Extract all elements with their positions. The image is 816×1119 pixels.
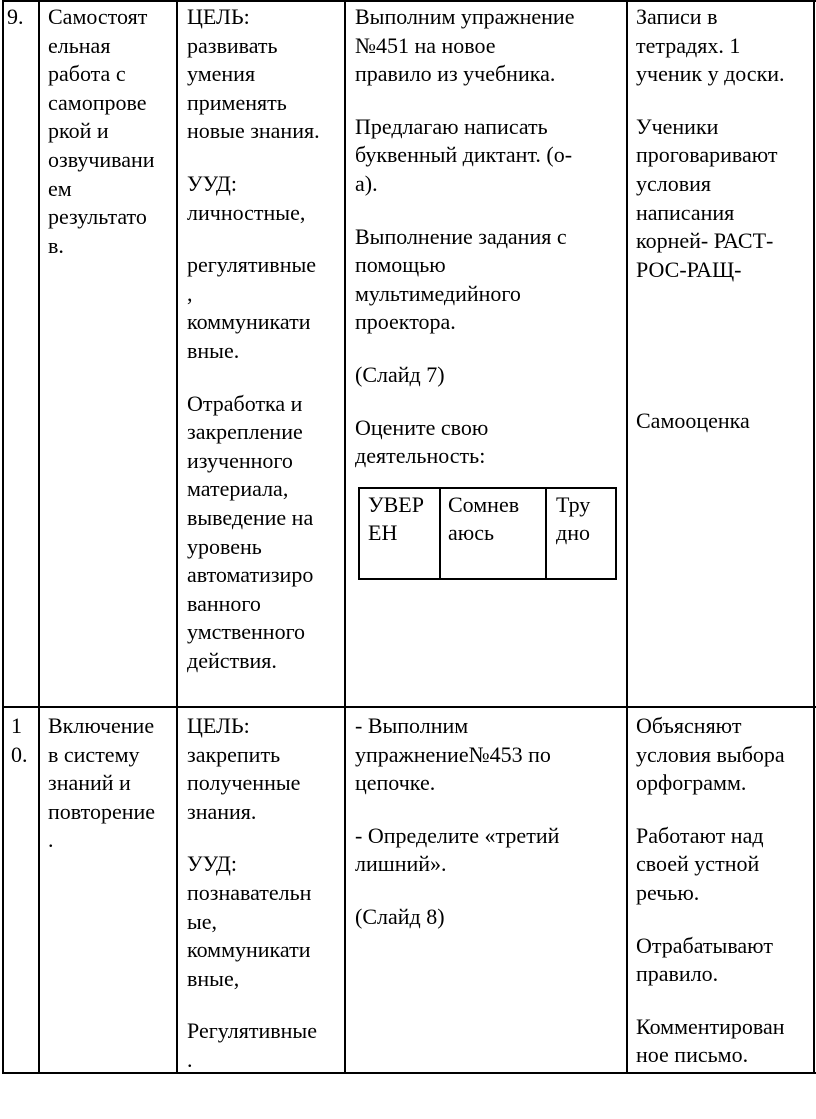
uud-text: регулятивные , коммуникати вные. [187, 252, 317, 363]
teacher-activity-text: Предлагаю написать буквенный диктант. (о- а). [355, 113, 573, 196]
step-number-cell [7, 3, 37, 32]
slide-reference: (Слайд 8) [355, 903, 445, 929]
goal-cell [187, 712, 343, 1075]
uud-text: Регулятивные . [187, 1018, 317, 1072]
teacher-activity-cell [355, 3, 625, 471]
self-assessment-option: УВЕР ЕН [368, 492, 424, 545]
stage-title: Включение в систему знаний и повторение . [48, 713, 156, 853]
self-assessment-option: Сомнев аюсь [448, 492, 520, 545]
goal-text: ЦЕЛЬ: закрепить полученные знания. [187, 713, 301, 824]
table-divider [545, 487, 547, 580]
table-divider [626, 0, 628, 1074]
table-divider [813, 0, 815, 1074]
teacher-activity-text: - Выполним упражнение№453 по цепочке. [355, 713, 551, 796]
table-divider [344, 0, 346, 1074]
stage-title: Самостоят ельная работа с самопрове ркой и озвучивани ем результато в. [48, 4, 155, 258]
student-activity-cell [636, 712, 812, 1070]
step-number: 9. [7, 4, 24, 29]
table-divider [358, 487, 617, 489]
teacher-activity-cell [355, 712, 625, 932]
teacher-activity-text: Выполним упражнение №451 на новое правило из учебника. [355, 4, 575, 87]
student-activity-text: Ученики проговаривают условия написания корней- РАСТ- РОС-РАЩ- [636, 113, 778, 282]
self-assessment-option: Тру дно [556, 492, 591, 545]
teacher-activity-text: Оцените свою деятельность: [355, 414, 489, 469]
table-divider [38, 0, 40, 1074]
table-divider [176, 0, 178, 1074]
uud-text: УУД: познавательн ые, коммуникати вные, [187, 851, 312, 991]
student-activity-text: Самооценка [636, 408, 750, 433]
goal-cell [187, 3, 343, 675]
goal-text: Отработка и закрепление изученного материала, выведение на уровень автоматизиро ванного умственного действия. [187, 390, 314, 673]
table-divider [358, 578, 617, 580]
table-divider [358, 487, 360, 580]
table-divider [2, 0, 816, 2]
teacher-activity-text: Выполнение задания с помощью мультимедийного проектора. [355, 223, 567, 335]
goal-text: ЦЕЛЬ: развивать умения применять новые знания. [187, 4, 320, 144]
slide-reference: (Слайд 7) [355, 361, 445, 387]
step-number: 1 0. [11, 713, 28, 767]
table-divider [2, 706, 816, 708]
student-activity-cell [636, 3, 812, 433]
uud-text: УУД: личностные, [187, 170, 306, 225]
student-activity-text: Работают над своей устной речью. [636, 822, 764, 905]
student-activity-text: Отрабатывают правило. [636, 932, 773, 987]
table-divider [439, 487, 441, 580]
table-divider [2, 0, 4, 1074]
stage-cell [48, 3, 174, 260]
table-divider [615, 487, 617, 580]
stage-cell [48, 712, 174, 855]
student-activity-text: Записи в тетрадях. 1 ученик у доски. [636, 4, 785, 87]
student-activity-text: Комментирован ное письмо. [636, 1013, 785, 1068]
student-activity-text: Объясняют условия выбора орфограмм. [636, 713, 785, 796]
step-number-cell [11, 712, 37, 769]
table-divider [2, 1072, 816, 1074]
teacher-activity-text: - Определите «третий лишний». [355, 822, 560, 877]
